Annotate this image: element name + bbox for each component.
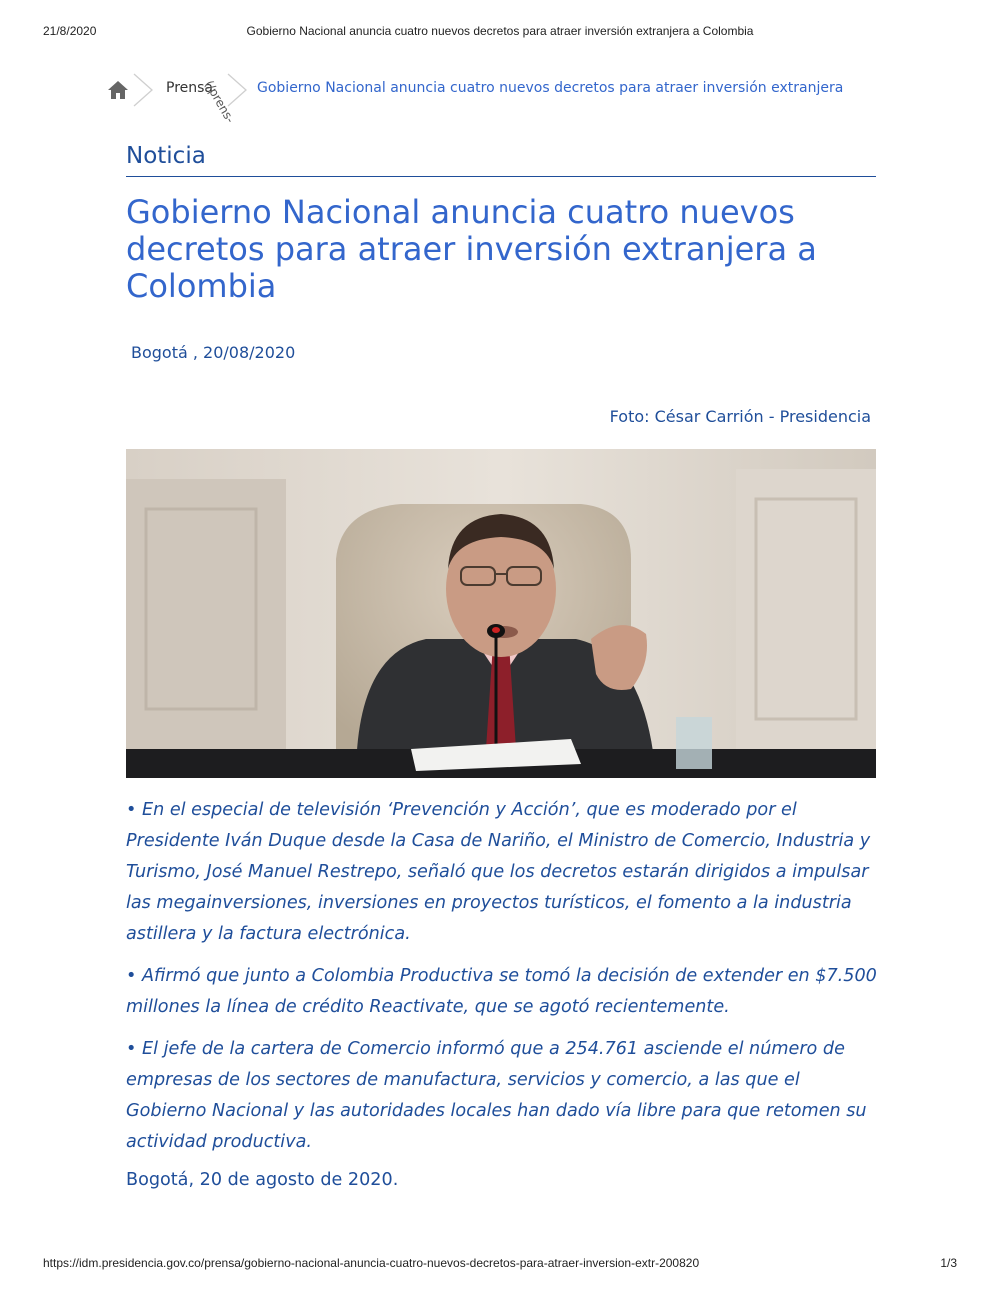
- article-closing-dateline: Bogotá, 20 de agosto de 2020.: [126, 1170, 399, 1190]
- print-header: [0, 24, 1000, 40]
- photo-credit: Foto: César Carrión - Presidencia: [609, 407, 871, 426]
- breadcrumb-separator-icon: [224, 72, 250, 108]
- breadcrumb-separator-icon: [130, 72, 156, 108]
- article-dateline: Bogotá , 20/08/2020: [131, 343, 296, 362]
- print-url: https://idm.presidencia.gov.co/prensa/gobierno-nacional-anuncia-cuatro-nuevos-decretos-para-atraer-inversion-extr-200820: [43, 1256, 700, 1270]
- print-page-number: 1/3: [940, 1256, 957, 1270]
- print-date: 21/8/2020: [43, 24, 97, 38]
- breadcrumb-current: Gobierno Nacional anuncia cuatro nuevos decretos para atraer inversión extranjera: [257, 80, 844, 96]
- home-icon[interactable]: [106, 78, 130, 102]
- print-footer: [0, 1256, 1000, 1272]
- bullet-item: • Afirmó que junto a Colombia Productiva se tomó la decisión de extender en $7.500 millones la línea de crédito Reactivate, que se agotó recientemente.: [126, 966, 877, 1017]
- article-bullets: [126, 795, 878, 1169]
- breadcrumb: [106, 72, 906, 126]
- article-headline: Gobierno Nacional anuncia cuatro nuevos decretos para atraer inversión extranjera a Colombia: [126, 193, 817, 305]
- section-divider: [126, 176, 876, 177]
- print-title: Gobierno Nacional anuncia cuatro nuevos decretos para atraer inversión extranjera a Colombia: [246, 24, 754, 38]
- section-label: Noticia: [126, 143, 206, 169]
- bullet-item: • En el especial de televisión ‘Prevención y Acción’, que es moderado por el Presidente Iván Duque desde la Casa de Nariño, el Ministro de Comercio, Industria y Turismo, José Manuel Restrepo, señaló que los decretos estarán dirigidos a impulsar las megainversiones, inversiones en proyectos turísticos, el fomento a la industria astillera y la factura electrónica.: [126, 800, 871, 944]
- bullet-item: • El jefe de la cartera de Comercio informó que a 254.761 asciende el número de empresas de los sectores de manufactura, servicios y comercio, a las que el Gobierno Nacional y las autoridades locales han dado vía libre para que retomen su actividad productiva.: [126, 1039, 867, 1152]
- breadcrumb-prensa-link[interactable]: Prensa: [166, 80, 214, 96]
- breadcrumb-url-fragment: (/prens-: [201, 78, 238, 126]
- article-photo: [126, 449, 876, 778]
